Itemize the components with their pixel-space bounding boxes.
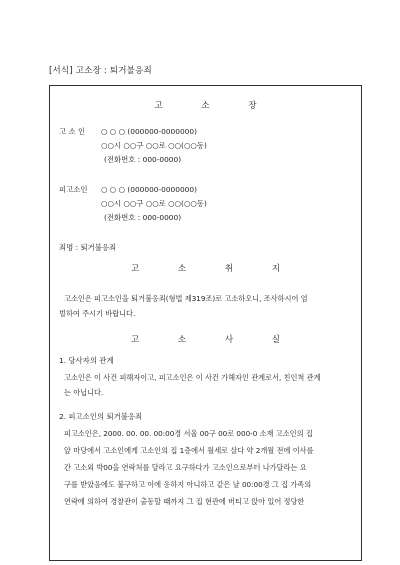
accused-label: 피고소인 — [59, 185, 88, 194]
document-title: 고 소 장 — [154, 101, 275, 111]
complainant-name-id: ○ ○ ○ (000000-0000000) — [101, 127, 197, 136]
complaint-form — [49, 85, 362, 561]
complainant-address: ○○시 ○○구 ○○로 ○○(○○동) — [101, 141, 207, 150]
complainant-phone: (전화번호 : 000-0000) — [104, 155, 182, 164]
purpose-line: 벌하여 주시기 바랍니다. — [59, 309, 136, 318]
facts-title: 고 소 사 실 — [131, 335, 298, 345]
section2-line: 앞 마당에서 고소인에게 고소인의 집 1층에서 월세로 살다 약 2개월 전에 이사를 — [64, 446, 314, 455]
section2-line: 간 고소외 박00을 연락처를 달라고 요구하다가 고소인으로부터 나가달라는 요 — [64, 463, 307, 472]
purpose-line: 고소인은 피고소인을 퇴거불응죄(형법 제319조)로 고소하오니, 조사하시어 엄 — [64, 294, 308, 303]
complainant-label: 고 소 인 — [59, 127, 86, 136]
accused-address: ○○시 ○○구 ○○로 ○○(○○동) — [101, 199, 207, 208]
accused-phone: (전화번호 : 000-0000) — [104, 213, 182, 222]
section1-line: 는 아닙니다. — [64, 388, 104, 397]
section1-title: 1. 당사자의 관계 — [59, 356, 114, 365]
section2-line: 구를 받았음에도 불구하고 이에 응하지 아니하고 같은 날 00:00경 그 집 가족의 — [64, 480, 312, 489]
purpose-title: 고 소 취 지 — [131, 264, 298, 274]
section2-line: 연락에 의하여 경찰관이 출동할 때까지 그 집 현관에 버티고 앉아 있어 정당한 — [64, 497, 305, 506]
document-caption: [서식] 고소장 : 퇴거불응죄 — [49, 66, 152, 76]
section2-line: 피고소인은, 2000. 00. 00. 00:00경 서울 00구 00로 000-0 소재 고소인의 집 — [64, 429, 313, 438]
crime-name: 죄명 : 퇴거불응죄 — [59, 243, 117, 252]
accused-name-id: ○ ○ ○ (000000-0000000) — [101, 185, 197, 194]
section1-line: 고소인은 이 사건 피해자이고, 피고소인은 이 사건 가해자인 관계로서, 친인척 관계 — [64, 373, 321, 382]
section2-title: 2. 피고소인의 퇴거불응죄 — [59, 412, 143, 421]
